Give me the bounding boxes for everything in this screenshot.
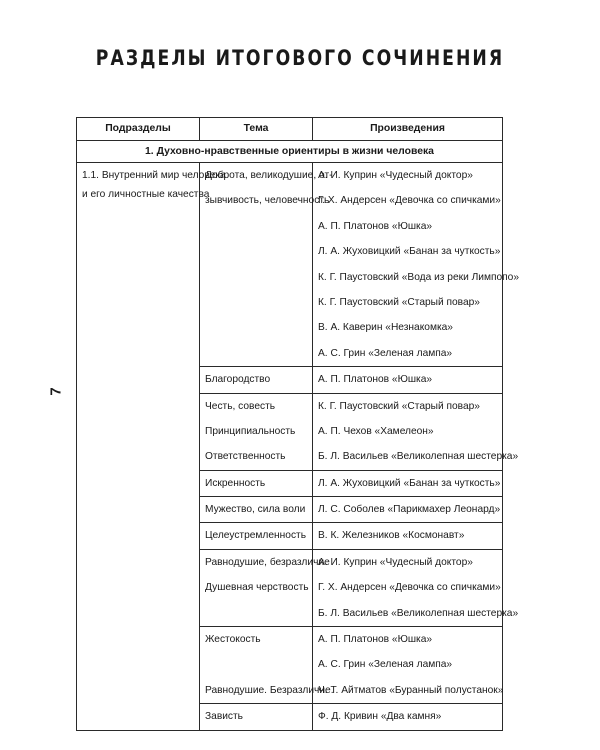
work-line: А. С. Грин «Зеленая лампа» <box>318 347 453 359</box>
header-theme: Тема <box>200 118 313 141</box>
theme-line: Искренность <box>205 477 266 489</box>
theme-cell <box>200 704 313 730</box>
theme-line: Душевная черствость <box>205 582 309 594</box>
essay-sections-table <box>76 117 520 731</box>
works-cell <box>313 163 520 367</box>
theme-line: Равнодушие. Безразличие. <box>205 684 334 696</box>
works-cell <box>313 470 503 496</box>
work-line: А. И. Куприн «Чудесный доктор» <box>318 170 473 181</box>
theme-line: Благородство <box>205 374 271 386</box>
work-line: Л. А. Жуховицкий «Банан за чуткость» <box>318 477 501 489</box>
work-line: Г. Х. Андерсен «Девочка со спичками» <box>318 195 501 207</box>
works-cell <box>313 523 503 549</box>
page-title: РАЗДЕЛЫ ИТОГОВОГО СОЧИНЕНИЯ <box>95 46 505 70</box>
work-line: А. И. Куприн «Чудесный доктор» <box>318 556 473 568</box>
theme-line <box>205 601 307 626</box>
theme-cell <box>200 549 330 626</box>
work-line: Б. Л. Васильев «Великолепная шестерка» <box>318 607 519 619</box>
section-row <box>77 141 503 163</box>
theme-cell <box>200 163 333 367</box>
section-title: 1. Духовно-нравственные ориентиры в жизни человека <box>77 141 503 163</box>
work-line: В. К. Железников «Космонавт» <box>318 530 465 542</box>
work-line: К. Г. Паустовский «Старый повар» <box>318 296 480 308</box>
works-cell <box>313 367 503 393</box>
work-line: А. С. Грин «Зеленая лампа» <box>318 659 453 671</box>
subsection-line: и его личностные качества <box>82 189 210 200</box>
works-cell <box>313 549 519 626</box>
table-header-row <box>77 118 503 141</box>
work-line: Г. Х. Андерсен «Девочка со спичками» <box>318 582 501 594</box>
work-line: Ф. Д. Кривин «Два камня» <box>318 711 442 723</box>
work-line: Б. Л. Васильев «Великолепная шестерка» <box>318 451 519 463</box>
work-line: В. А. Каверин «Незнакомка» <box>318 322 453 334</box>
theme-line: Ответственность <box>205 451 286 463</box>
theme-line: Равнодушие, безразличие <box>205 556 330 568</box>
theme-cell <box>200 497 313 523</box>
theme-line: Мужество, сила воли <box>205 504 306 516</box>
table-row <box>77 163 503 367</box>
theme-cell <box>200 470 313 496</box>
work-line: А. П. Платонов «Юшка» <box>318 634 433 646</box>
theme-line: Принципиальность <box>205 425 296 437</box>
theme-line: Честь, совесть <box>205 400 276 412</box>
theme-line: Зависть <box>205 711 243 723</box>
work-line: А. П. Платонов «Юшка» <box>318 220 433 232</box>
header-works: Произведения <box>313 118 503 141</box>
work-line: К. Г. Паустовский «Старый повар» <box>318 400 480 412</box>
theme-line <box>205 652 307 677</box>
theme-cell <box>200 627 334 704</box>
work-line: Л. С. Соболев «Парикмахер Леонард» <box>318 504 501 516</box>
theme-cell <box>200 393 313 470</box>
header-subsections: Подразделы <box>77 118 200 141</box>
margin-mark: 7 <box>47 387 65 396</box>
works-cell <box>313 627 503 704</box>
subsection-line: 1.1. Внутренний мир человека <box>82 170 226 181</box>
work-line: Ч. Т. Айтматов «Буранный полустанок» <box>318 684 504 696</box>
works-cell <box>313 704 503 730</box>
theme-cell <box>200 367 313 393</box>
theme-line: Жестокость <box>205 634 261 646</box>
theme-line: Целеустремленность <box>205 530 307 542</box>
works-cell <box>313 497 503 523</box>
work-line: К. Г. Паустовский «Вода из реки Лимпопо» <box>318 271 520 283</box>
theme-line: зывчивость, человечность <box>205 195 330 207</box>
work-line: А. П. Платонов «Юшка» <box>318 374 433 386</box>
work-line: А. П. Чехов «Хамелеон» <box>318 425 434 437</box>
work-line: Л. А. Жуховицкий «Банан за чуткость» <box>318 246 501 258</box>
theme-cell <box>200 523 313 549</box>
theme-line: Доброта, великодушие, от- <box>205 170 333 181</box>
works-cell <box>313 393 519 470</box>
